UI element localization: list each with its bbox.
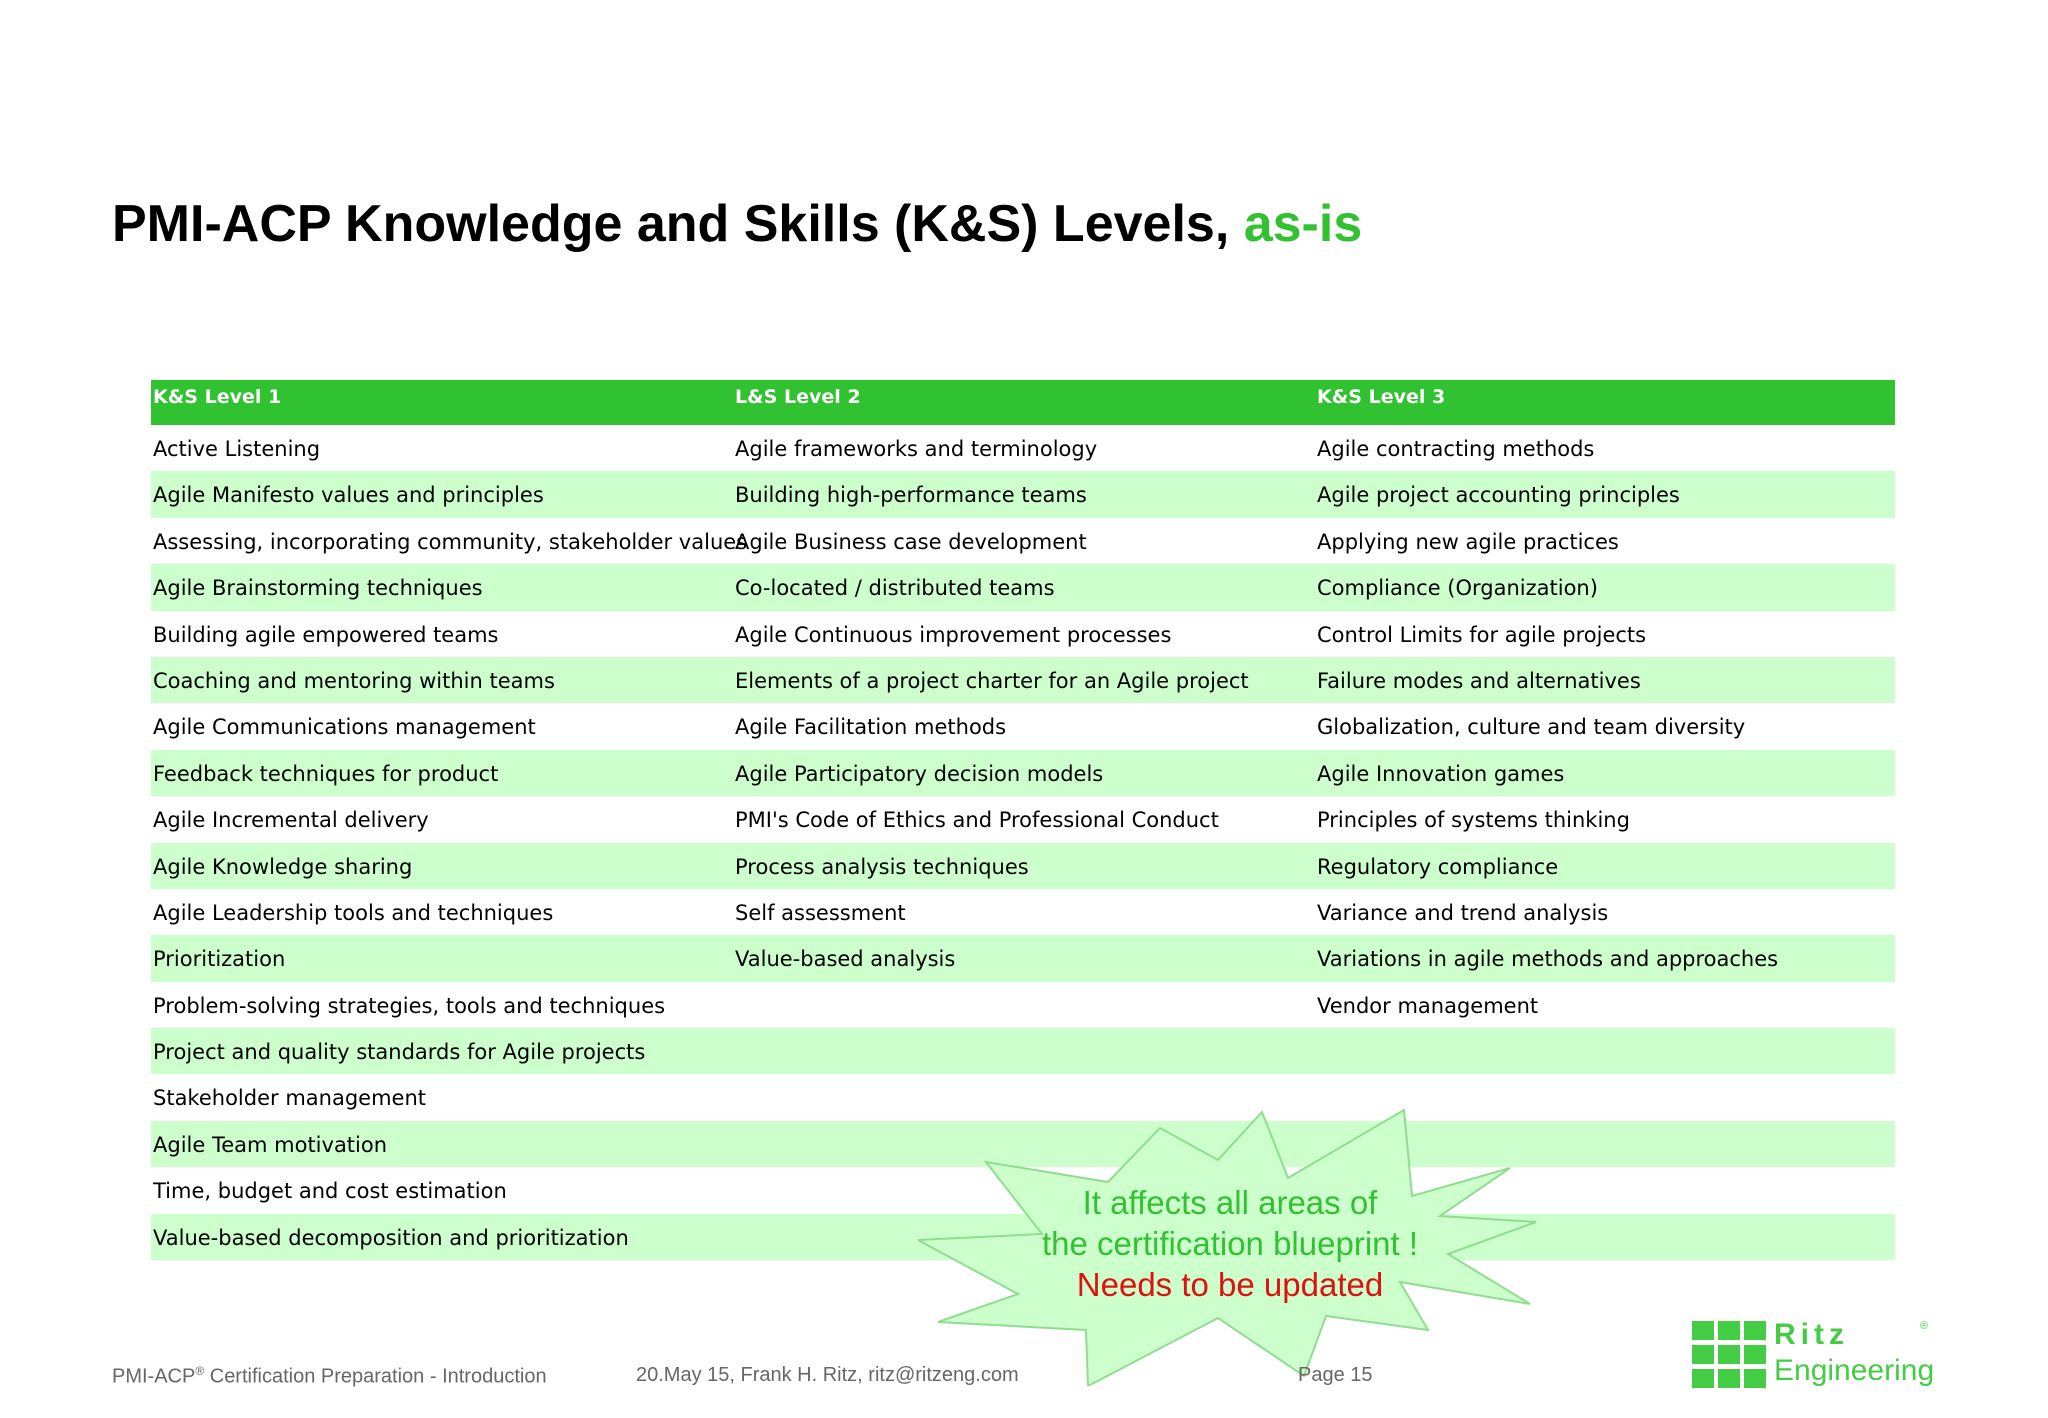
table-row [151,518,1895,564]
title-main: PMI-ACP Knowledge and Skills (K&S) Levels, [112,195,1230,253]
table-cell-level-2: Elements of a project charter for an Agile project [735,668,1249,693]
footer-page-number: Page 15 [1298,1364,1373,1386]
table-row [151,796,1895,842]
table-cell-level-1: Agile Team motivation [153,1132,388,1157]
table-row [151,471,1895,517]
footer-author: 20.May 15, Frank H. Ritz, ritz@ritzeng.com [636,1364,1019,1386]
table-cell-level-3: Agile contracting methods [1317,437,1595,461]
slide-title [112,192,1362,256]
table-cell-level-1: Agile Communications management [153,715,536,740]
table-cell-level-3: Globalization, culture and team diversity [1317,715,1746,740]
table-cell-level-3: Variance and trend analysis [1317,900,1609,925]
table-cell-level-2: Building high-performance teams [735,483,1087,508]
table-cell-level-1: Assessing, incorporating community, stakeholder values [153,529,748,554]
table-row [151,843,1895,889]
logo-registered-mark: ® [1920,1320,1929,1332]
table-header [151,380,1895,425]
table-cell-level-3: Applying new agile practices [1317,529,1619,554]
table-cell-level-3: Variations in agile methods and approaches [1317,947,1779,972]
callout-line-3: Needs to be updated [1076,1266,1384,1303]
table-row [151,657,1895,703]
table-cell-level-2: Agile Facilitation methods [735,715,1007,740]
header-level-2: L&S Level 2 [735,386,861,408]
table-cell-level-1: Feedback techniques for product [153,761,499,786]
table-cell-level-1: Active Listening [153,437,321,461]
callout-line-2: the certification blueprint ! [1041,1225,1419,1262]
table-cell-level-2: PMI's Code of Ethics and Professional Conduct [735,808,1219,833]
table-row [151,935,1895,981]
table-cell-level-2: Agile Business case development [735,529,1087,554]
table-cell-level-1: Agile Brainstorming techniques [153,576,483,601]
table-row [151,1028,1895,1074]
logo-engineering: Engineering [1774,1354,1935,1387]
table-cell-level-2: Agile Participatory decision models [735,761,1104,786]
table-cell-level-3: Control Limits for agile projects [1317,622,1647,647]
table-cell-level-3: Regulatory compliance [1317,854,1559,879]
table-cell-level-1: Building agile empowered teams [153,622,499,647]
footer-course [112,1364,547,1389]
header-level-3: K&S Level 3 [1317,386,1446,408]
table-row [151,703,1895,749]
table-cell-level-1: Agile Leadership tools and techniques [153,900,554,925]
footer-course-prefix: PMI-ACP [112,1365,196,1388]
table-cell-level-2: Self assessment [735,900,906,925]
ritz-logo-icon [1692,1321,1772,1393]
table-cell-level-1: Problem-solving strategies, tools and techniques [153,993,666,1018]
table-cell-level-3: Vendor management [1317,993,1539,1018]
table-row [151,611,1895,657]
table-cell-level-1: Time, budget and cost estimation [153,1179,507,1204]
table-row [151,750,1895,796]
table-cell-level-3: Agile Innovation games [1317,761,1565,786]
table-cell-level-3: Agile project accounting principles [1317,483,1680,508]
table-cell-level-3: Principles of systems thinking [1317,808,1630,833]
table-cell-level-1: Agile Incremental delivery [153,808,429,833]
callout-line-1: It affects all areas of [1082,1184,1378,1221]
table-cell-level-2: Co-located / distributed teams [735,576,1055,601]
table-row [151,425,1895,471]
table-cell-level-1: Coaching and mentoring within teams [153,668,555,693]
title-accent: as-is [1243,195,1363,253]
table-cell-level-1: Agile Manifesto values and principles [153,483,544,508]
table-cell-level-1: Stakeholder management [153,1086,426,1111]
table-cell-level-2: Value-based analysis [735,947,956,972]
table-cell-level-2: Agile Continuous improvement processes [735,622,1172,647]
table-cell-level-2: Process analysis techniques [735,854,1029,879]
logo-ritz: Ritz [1774,1318,1849,1351]
header-level-1: K&S Level 1 [153,386,282,408]
table-cell-level-1: Project and quality standards for Agile projects [153,1040,646,1065]
table-row [151,982,1895,1028]
table-cell-level-1: Prioritization [153,947,286,972]
footer-registered-mark: ® [195,1364,205,1378]
table-cell-level-2: Agile frameworks and terminology [735,437,1098,461]
table-cell-level-1: Value-based decomposition and prioritization [153,1225,629,1250]
table-cell-level-1: Agile Knowledge sharing [153,854,413,879]
footer-course-suffix: Certification Preparation - Introduction [204,1365,547,1388]
table-cell-level-3: Failure modes and alternatives [1317,668,1641,693]
table-row [151,564,1895,610]
table-row [151,889,1895,935]
table-cell-level-3: Compliance (Organization) [1317,576,1598,601]
